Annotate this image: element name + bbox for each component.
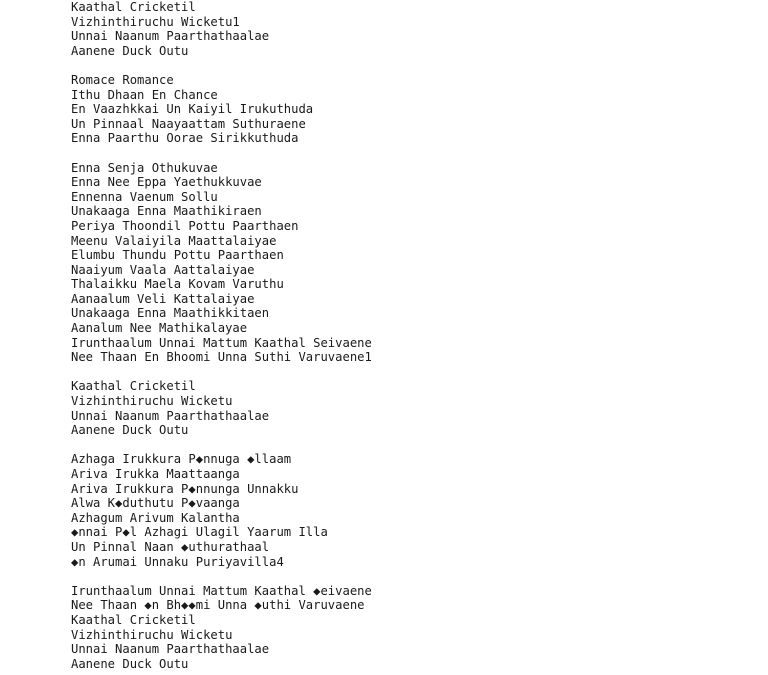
stanza-gap: [71, 365, 751, 380]
lyric-line: Kaathal Cricketil: [71, 612, 196, 627]
lyric-line: Elumbu Thundu Pottu Paarthaen: [71, 248, 284, 263]
lyric-line: Vizhinthiruchu Wicketu1: [71, 14, 240, 29]
lyric-line: Un Pinnal Naan ◆uthurathaal: [71, 539, 270, 554]
lyric-line: Azhagum Arivum Kalantha: [71, 510, 240, 525]
lyric-line: ◆n Arumai Unnaku Puriyavilla4: [71, 554, 284, 569]
stanza-gap: [71, 146, 751, 161]
lyric-line: Meenu Valaiyila Maattalaiyae: [71, 233, 277, 248]
stanza: [71, 584, 751, 672]
lyric-line: Ennenna Vaenum Sollu: [71, 189, 218, 204]
lyric-line: Ariva Irukka Maattaanga: [71, 467, 240, 481]
lyric-line: Romace Romance: [71, 72, 174, 87]
lyric-line: Azhaga Irukkura P◆nnuga ◆llaam: [71, 452, 292, 467]
lyric-line: Enna Senja Othukuvae: [71, 160, 218, 175]
lyric-line: Unakaaga Enna Maathikiraen: [71, 204, 262, 219]
lyric-line: Un Pinnaal Naayaattam Suthuraene: [71, 116, 306, 131]
lyric-line: Kaathal Cricketil: [71, 0, 196, 14]
stanza: [71, 161, 751, 365]
lyric-line: Irunthaalum Unnai Mattum Kaathal ◆eivaene: [71, 583, 372, 598]
lyric-line: Unnai Naanum Paarthathaalae: [71, 408, 270, 423]
stanza-gap: [71, 438, 751, 453]
lyric-line: Nee Thaan ◆n Bh◆◆mi Unna ◆uthi Varuvaene: [71, 598, 365, 613]
lyric-line: Enna Nee Eppa Yaethukkuvae: [71, 175, 262, 190]
stanza: [71, 0, 751, 58]
lyric-line: Ariva Irukkura P◆nnunga Unnakku: [71, 481, 299, 496]
lyric-line: Thalaikku Maela Kovam Varuthu: [71, 277, 284, 292]
lyric-line: Aanene Duck Outu: [71, 43, 189, 58]
lyric-line: Irunthaalum Unnai Mattum Kaathal Seivaene: [71, 335, 372, 350]
lyric-line: Unnai Naanum Paarthathaalae: [71, 642, 270, 657]
lyric-line: Aanaalum Veli Kattalaiyae: [71, 291, 255, 306]
lyric-line: Aanene Duck Outu: [71, 423, 189, 438]
lyric-line: Vizhinthiruchu Wicketu: [71, 394, 233, 409]
lyric-line: Unnai Naanum Paarthathaalae: [71, 29, 270, 44]
lyric-line: En Vaazhkkai Un Kaiyil Irukuthuda: [71, 102, 314, 117]
lyric-line: Aanene Duck Outu: [71, 656, 189, 671]
lyric-line: Nee Thaan En Bhoomi Unna Suthi Varuvaene1: [71, 350, 372, 365]
stanza-gap: [71, 569, 751, 584]
lyric-line: Unakaaga Enna Maathikkitaen: [71, 306, 270, 321]
stanza: [71, 73, 751, 146]
lyric-line: Enna Paarthu Oorae Sirikkuthuda: [71, 131, 299, 146]
lyric-line: Kaathal Cricketil: [71, 379, 196, 394]
lyric-line: ◆nnai P◆l Azhagi Ulagil Yaarum Illa: [71, 525, 328, 540]
stanza: [71, 379, 751, 437]
stanza: [71, 452, 751, 569]
lyrics-document: [71, 0, 751, 671]
lyric-line: Vizhinthiruchu Wicketu: [71, 627, 233, 642]
stanza-gap: [71, 58, 751, 73]
lyric-line: Periya Thoondil Pottu Paarthaen: [71, 218, 299, 233]
lyric-line: Alwa K◆duthutu P◆vaanga: [71, 496, 240, 511]
lyric-line: Aanalum Nee Mathikalayae: [71, 321, 248, 336]
lyric-line: Ithu Dhaan En Chance: [71, 87, 218, 102]
lyric-line: Naaiyum Vaala Aattalaiyae: [71, 262, 255, 277]
